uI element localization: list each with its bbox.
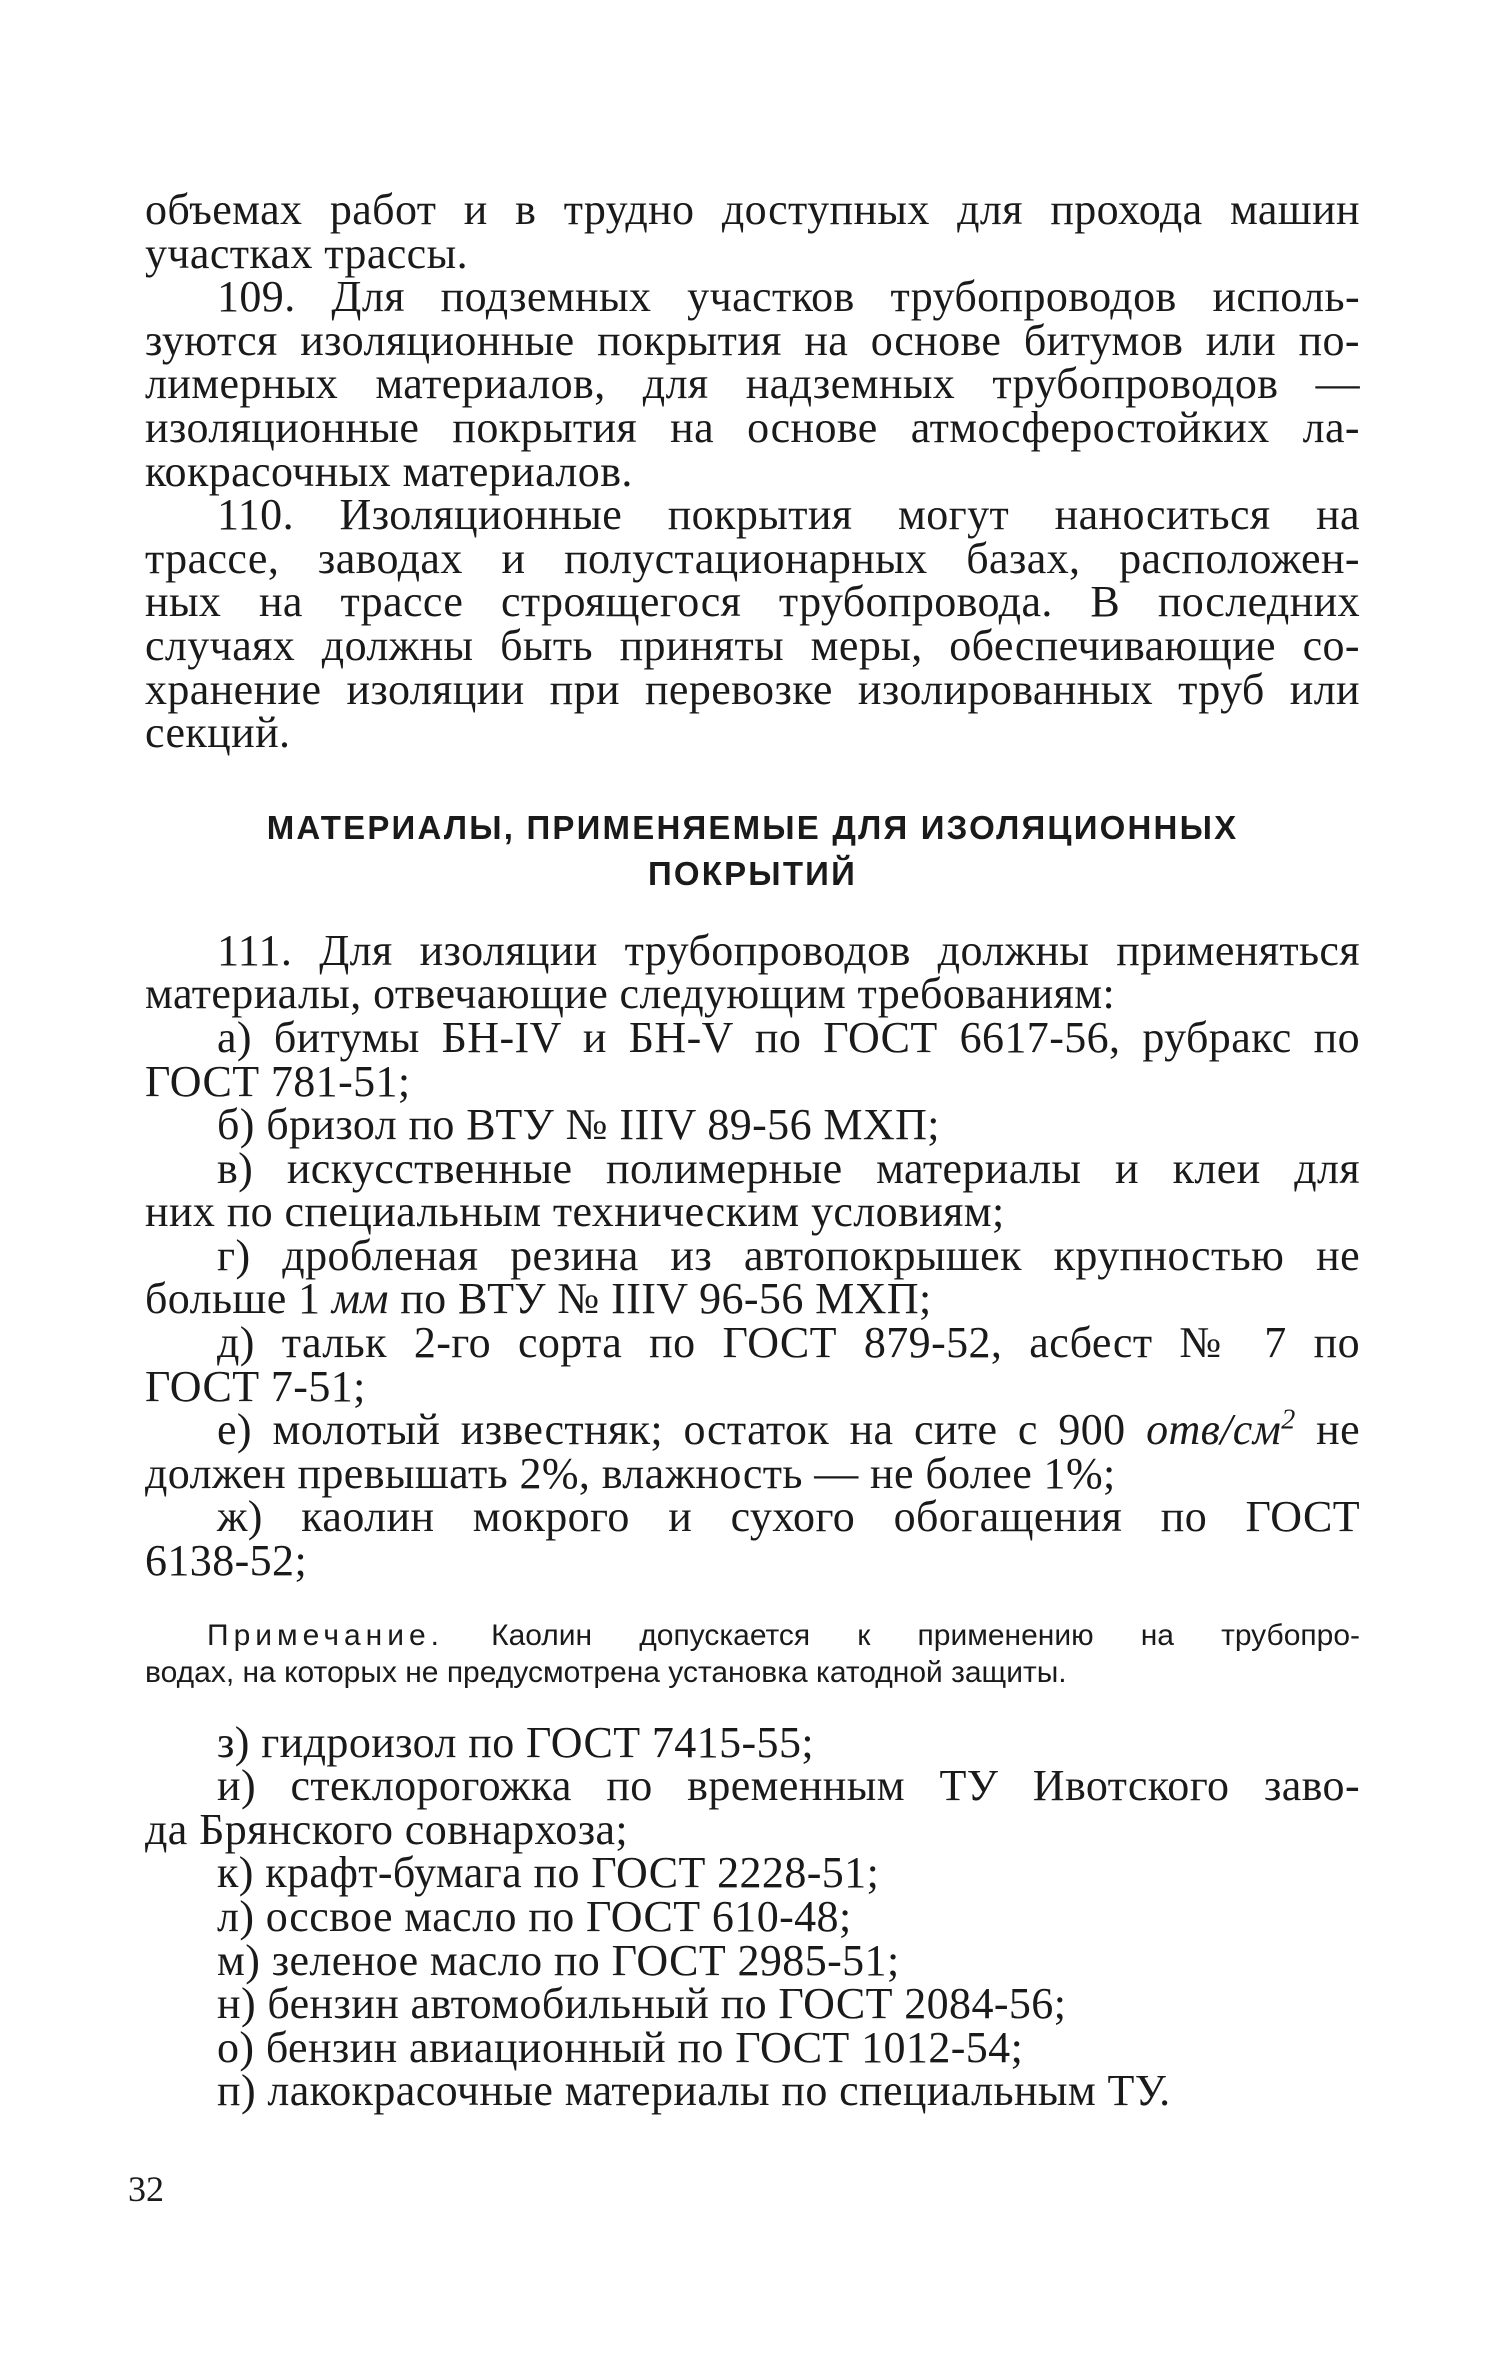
list-item-l: л) оссвое масло по ГОСТ 610-48; <box>217 1892 852 1941</box>
list-item-e-cont: должен превышать 2%, влажность — не более 1%; <box>145 1448 1116 1498</box>
text-line: 111. Для изоляции трубопроводов должны применяться <box>217 925 1360 975</box>
section-heading <box>145 805 1360 897</box>
list-item-z: з) гидроизол по ГОСТ 7415-55; <box>217 1717 814 1767</box>
text-line: лимерных материалов, для надземных трубопроводов — <box>145 359 1360 409</box>
text-line: кокрасочных материалов. <box>145 446 633 496</box>
list-item-i: и) стеклорогожка по временным ТУ Ивотского заво- <box>217 1761 1360 1811</box>
page-number: 32 <box>128 2169 164 2209</box>
text-line: зуются изоляционные покрытия на основе битумов или по- <box>145 315 1360 365</box>
note <box>145 1617 1360 1691</box>
list-item-g: г) дробленая резина из автопокрышек крупностью не <box>217 1230 1360 1280</box>
text-line: случаях должны быть приняты меры, обеспечивающие со- <box>145 620 1360 670</box>
list-item-zh: ж) каолин мокрого и сухого обогащения по ГОСТ <box>217 1492 1360 1542</box>
paragraph-110 <box>145 490 1360 758</box>
paragraph-111 <box>145 925 1360 1019</box>
list-item-a-cont: ГОСТ 781-51; <box>145 1056 411 1106</box>
unit-holes-per-cm2 <box>1146 1405 1296 1454</box>
paragraph-109 <box>145 272 1360 496</box>
text-line: секций. <box>145 708 291 758</box>
text-line: участках трассы. <box>145 228 468 278</box>
unit-text: отв/см <box>1146 1405 1282 1455</box>
list-item-i-cont: да Брянского совнархоза; <box>145 1804 629 1854</box>
list-item-n: н) бензин автомобильный по ГОСТ 2084-56; <box>217 1979 1067 2029</box>
list-item-o: о) бензин авиационный по ГОСТ 1012-54; <box>217 2022 1024 2072</box>
requirements-list-a-zh <box>145 1012 1360 1586</box>
text-span: не <box>1295 1405 1360 1455</box>
text-span: больше 1 <box>145 1274 332 1324</box>
list-item-v-cont: них по специальным техническим условиям; <box>145 1187 1005 1237</box>
text-line: 109. Для подземных участков трубопроводов исполь- <box>217 272 1360 322</box>
list-item-v: в) искусственные полимерные материалы и клеи для <box>217 1143 1360 1193</box>
heading-line: МАТЕРИАЛЫ, ПРИМЕНЯЕМЫЕ ДЛЯ ИЗОЛЯЦИОННЫХ <box>266 808 1239 846</box>
list-item-b: б) бризол по ВТУ № IIIV 89-56 МХП; <box>217 1100 940 1150</box>
heading-line: ПОКРЫТИЙ <box>647 854 858 892</box>
unit-mm: мм <box>331 1274 389 1324</box>
superscript: 2 <box>1281 1404 1296 1436</box>
text-span: е) молотый известняк; остаток на сите с 900 <box>217 1405 1147 1455</box>
list-item-e <box>145 1404 1360 1455</box>
text-span: Каолин допускается к применению на трубопро- <box>443 1618 1360 1652</box>
page-body <box>145 185 1360 2116</box>
list-item-d: д) тальк 2-го сорта по ГОСТ 879-52, асбест № 7 по <box>217 1318 1360 1368</box>
note-line: водах, на которых не предусмотрена установка катодной защиты. <box>145 1655 1067 1689</box>
list-item-g-cont <box>145 1274 1360 1324</box>
list-item-p: п) лакокрасочные материалы по специальным ТУ. <box>217 2066 1171 2116</box>
requirements-list-z-p <box>145 1717 1360 2116</box>
text-line: объемах работ и в трудно доступных для прохода машин <box>145 185 1360 234</box>
text-span: по ВТУ № IIIV 96-56 МХП; <box>388 1274 932 1324</box>
list-item-k: к) крафт-бумага по ГОСТ 2228-51; <box>217 1848 880 1898</box>
note-label: Примечание. <box>207 1618 444 1652</box>
list-item-m: м) зеленое масло по ГОСТ 2985-51; <box>217 1935 900 1985</box>
text-line: трассе, заводах и полустационарных базах, расположен- <box>145 533 1360 583</box>
note-line <box>145 1617 1360 1654</box>
intro-paragraph <box>145 185 1360 278</box>
text-line: 110. Изоляционные покрытия могут наноситься на <box>217 490 1360 540</box>
text-line: хранение изоляции при перевозке изолированных труб или <box>145 664 1360 714</box>
list-item-d-cont: ГОСТ 7-51; <box>145 1361 366 1411</box>
list-item-a: а) битумы БН-IV и БН-V по ГОСТ 6617-56, рубракс по <box>217 1012 1360 1062</box>
text-line: материалы, отвечающие следующим требованиям: <box>145 969 1116 1019</box>
text-line: изоляционные покрытия на основе атмосферостойких ла- <box>145 402 1360 452</box>
list-item-zh-cont: 6138-52; <box>145 1536 308 1586</box>
text-line: ных на трассе строящегося трубопровода. В последних <box>145 577 1360 627</box>
